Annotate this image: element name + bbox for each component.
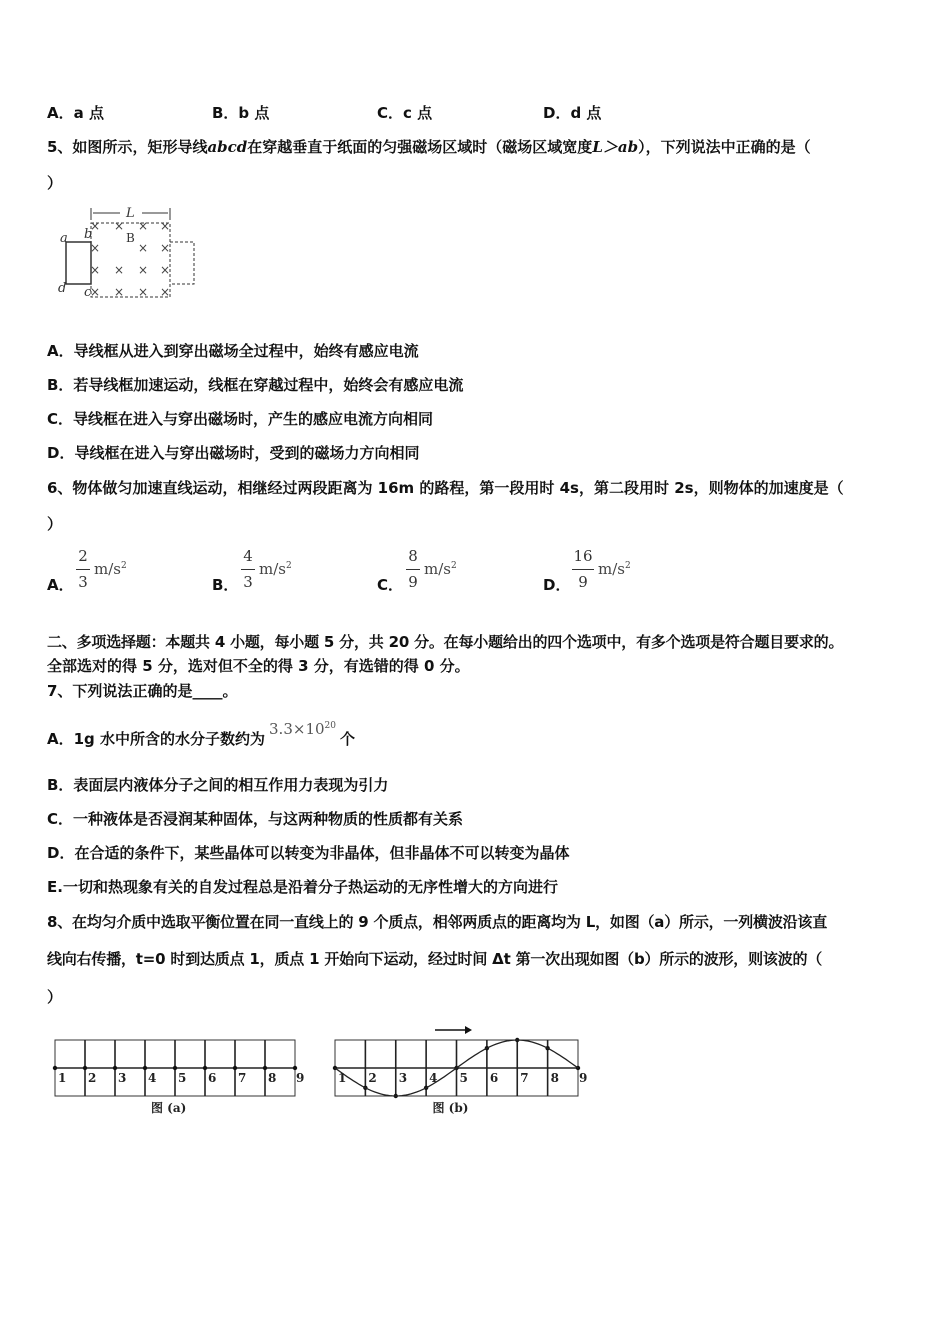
point-label: 9 [579, 1071, 588, 1085]
field-cross-icon: × [138, 263, 149, 277]
q5-figure [50, 200, 210, 305]
q7-stem: 7、下列说法正确的是____。 [47, 682, 238, 700]
point-label: 4 [429, 1071, 438, 1085]
point-label: 1 [58, 1071, 67, 1085]
exam-page: A．a 点 B．b 点 C．c 点 D．d 点 5、如图所示，矩形导线abcd在穿越垂直于纸面的匀强磁场区域时（磁场区域宽度L＞ab），下列说法中正确的是（ ） L a b c d B × × × × × × × × × × × × × × × A．导线框从进入到穿出磁场全过程中，始终有感应电流 B．若导线框加速运动，线框在穿越过程中，始终会有感应电流 C．导线框在进入与穿出磁场时，产生的感应电流方向相同 D．导线框在进入与穿出磁场时，受到的磁场力方向相同 6、物体做匀加速直线运动，相继经过两段距离为 16m 的路程，第一段用时 4s，第二段用时 2s，则物体的加速度是（ ） A． 2 3 $m/s^2$ B． 4 3 $m/s^2$ C． 8 9 $m/s^2$ D． 16 9 $m/s^2$ 二、多项选择题：本题共 4 小题，每小题 5 分，共 20 分。在每小题给出的四个选项中，有多个选项是符合题目要求的。 全部选对的得 5 分，选对但不全的得 3 分，有选错的得 0 分。 7、下列说法正确的是____。 A．1g 水中所含的水分子数约为$3.3\times 10^{20}$个 B．表面层内液体分子之间的相互作用力表现为引力 C．一种液体是否浸润某种固体，与这两种物质的性质都有关系 D．在合适的条件下，某些晶体可以转变为非晶体，但非晶体不可以转变为晶体 E.一切和热现象有关的自发过程总是沿着分子热运动的无序性增大的方向进行 8、在均匀介质中选取平衡位置在同一直线上的 9 个质点，相邻两质点的距离均为 L，如图（a）所示，一列横波沿该直 线向右传播，t=0 时到达质点 1，质点 1 开始向下运动，经过时间 Δt 第一次出现如图（b）所示的波形，则该波的（ ） 1 2 3 4 5 6 7 8 9 图 (a) 1 2 3 4 5 6 7 8 9 图 (b) [0, 0, 950, 1344]
field-cross-icon: × [114, 219, 125, 233]
q5-option-c: C．导线框在进入与穿出磁场时，产生的感应电流方向相同 [47, 410, 434, 428]
field-cross-icon: × [160, 263, 171, 277]
point-label: 7 [238, 1071, 247, 1085]
q7-option-a: A．1g 水中所含的水分子数约为$3.3\times 10^{20}$个 [47, 720, 355, 748]
field-cross-icon: × [90, 285, 101, 299]
point-label: 5 [178, 1071, 187, 1085]
point-label: 9 [296, 1071, 305, 1085]
particle-point [53, 1066, 57, 1070]
svg-text:b: b [84, 227, 93, 242]
figure-caption: 图 (a) [151, 1101, 187, 1115]
q4-option-c: C．c 点 [377, 104, 433, 122]
point-label: 3 [398, 1071, 408, 1085]
point-label: 8 [550, 1071, 559, 1085]
particle-point [173, 1066, 177, 1070]
point-label: 2 [88, 1071, 97, 1085]
point-label: 5 [459, 1071, 468, 1085]
field-cross-icon: × [160, 219, 171, 233]
q6-option-label: C． [377, 576, 404, 594]
q4-option-d: D．d 点 [543, 104, 602, 122]
field-cross-icon: × [138, 285, 149, 299]
q4-option-b: B．b 点 [212, 104, 270, 122]
field-cross-icon: × [138, 241, 149, 255]
particle-point [113, 1066, 117, 1070]
q5-option-b: B．若导线框加速运动，线框在穿越过程中，始终会有感应电流 [47, 376, 464, 394]
q8-line2: 线向右传播，t=0 时到达质点 1，质点 1 开始向下运动，经过时间 Δt 第一次出现如图（b）所示的波形，则该波的（ [47, 950, 823, 968]
q6-close: ） [47, 515, 63, 533]
q6-unit: $m/s^2$ [598, 560, 631, 578]
figure-caption: 图 (b) [432, 1101, 469, 1115]
q6-option-label: A． [47, 576, 74, 594]
particle-point [293, 1066, 297, 1070]
point-label: 8 [268, 1071, 277, 1085]
q6-option-label: B． [212, 576, 239, 594]
field-cross-icon: × [90, 263, 101, 277]
q5-stem: 5、如图所示，矩形导线abcd在穿越垂直于纸面的匀强磁场区域时（磁场区域宽度L＞ab），下列说法中正确的是（ [47, 138, 811, 156]
q6-unit: $m/s^2$ [94, 560, 127, 578]
point-label: 1 [338, 1071, 347, 1085]
q6-option-label: D． [543, 576, 571, 594]
svg-text:a: a [60, 231, 68, 246]
label-L: L [126, 206, 135, 221]
figure-b [333, 1026, 588, 1115]
point-label: 7 [520, 1071, 529, 1085]
q6-stem: 6、物体做匀加速直线运动，相继经过两段距离为 16m 的路程，第一段用时 4s，第二段用时 2s，则物体的加速度是（ [47, 479, 844, 497]
field-cross-icon: × [90, 219, 101, 233]
q7-option-e: E.一切和热现象有关的自发过程总是沿着分子热运动的无序性增大的方向进行 [47, 878, 558, 896]
point-label: 4 [148, 1071, 157, 1085]
field-cross-icon: × [160, 241, 171, 255]
particle-point [83, 1066, 87, 1070]
svg-text:d: d [58, 281, 67, 296]
q8-line1: 8、在均匀介质中选取平衡位置在同一直线上的 9 个质点，相邻两质点的距离均为 L，如图（a）所示，一列横波沿该直 [47, 913, 828, 931]
point-label: 6 [489, 1071, 499, 1085]
q7-option-d: D．在合适的条件下，某些晶体可以转变为非晶体，但非晶体不可以转变为晶体 [47, 844, 570, 862]
q5-close: ） [47, 174, 63, 192]
q5-option-a: A．导线框从进入到穿出磁场全过程中，始终有感应电流 [47, 342, 419, 360]
q7-option-b: B．表面层内液体分子之间的相互作用力表现为引力 [47, 776, 389, 794]
field-cross-icon: × [160, 285, 171, 299]
field-cross-icon: × [114, 263, 125, 277]
point-label: 3 [118, 1071, 127, 1085]
point-label: 2 [368, 1071, 377, 1085]
q7-option-c: C．一种液体是否浸润某种固体，与这两种物质的性质都有关系 [47, 810, 464, 828]
svg-text:c: c [84, 285, 92, 300]
field-cross-icon: × [114, 285, 125, 299]
particle-point [263, 1066, 267, 1070]
q4-option-a: A．a 点 [47, 104, 104, 122]
particle-point [143, 1066, 147, 1070]
particle-point [203, 1066, 207, 1070]
field-cross-icon: × [90, 241, 101, 255]
section2-line1: 二、多项选择题：本题共 4 小题，每小题 5 分，共 20 分。在每小题给出的四个选项中，有多个选项是符合题目要求的。 [47, 633, 844, 651]
particle-point [233, 1066, 237, 1070]
q5-option-d: D．导线框在进入与穿出磁场时，受到的磁场力方向相同 [47, 444, 420, 462]
q6-unit: $m/s^2$ [424, 560, 457, 578]
point-label: 6 [208, 1071, 217, 1085]
figure-a [53, 1040, 305, 1115]
q8-figures [0, 1020, 600, 1120]
q6-unit: $m/s^2$ [259, 560, 292, 578]
field-cross-icon: × [138, 219, 149, 233]
svg-text:B: B [126, 231, 135, 245]
section2-line2: 全部选对的得 5 分，选对但不全的得 3 分，有选错的得 0 分。 [47, 657, 470, 675]
q8-close: ） [47, 988, 63, 1006]
